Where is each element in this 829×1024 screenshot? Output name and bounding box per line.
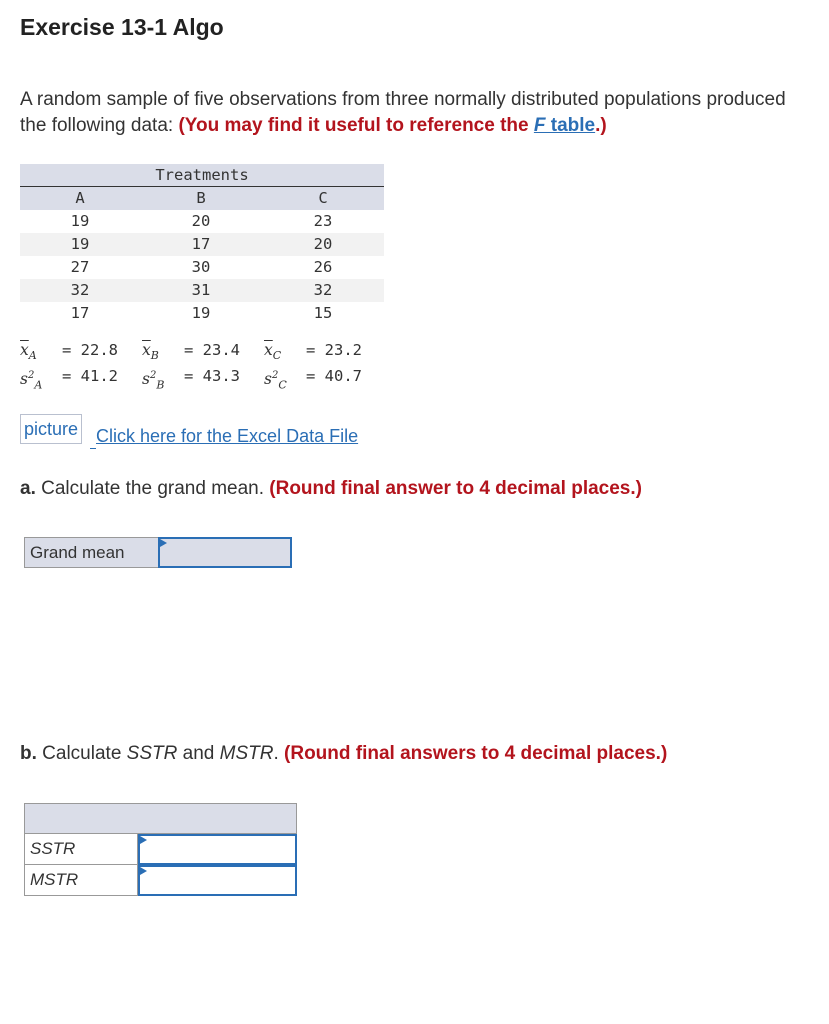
variance-b: $s^2_B$ = 43.3 xyxy=(142,367,240,392)
table-cell: 26 xyxy=(313,258,333,276)
table-cell: 27 xyxy=(70,258,90,276)
column-header-a: A xyxy=(75,189,85,207)
table-cell: 19 xyxy=(70,235,90,253)
table-cell: 30 xyxy=(191,258,211,276)
variance-a: $s^2_A$ = 41.2 xyxy=(20,367,118,392)
mstr-row xyxy=(24,865,297,896)
table-row xyxy=(20,279,384,302)
mean-b: $\overline{x}_B$ = 23.4 xyxy=(142,341,240,363)
mstr-label: MSTR xyxy=(24,865,138,896)
grand-mean-label: Grand mean xyxy=(24,537,158,568)
page-title: Exercise 13-1 Algo xyxy=(20,14,224,40)
part-b-question: b. Calculate SSTR and MSTR. (Round final answers to 4 decimal places.) xyxy=(20,743,668,764)
reference-hint: (You may find it useful to reference the F table.) xyxy=(178,115,607,136)
problem-intro xyxy=(20,87,810,139)
table-cell: 17 xyxy=(70,304,90,322)
table-cell: 31 xyxy=(191,281,211,299)
answer-table-header xyxy=(24,803,297,834)
sstr-label: SSTR xyxy=(24,834,138,865)
table-cell: 23 xyxy=(313,212,333,230)
intro-text: A random sample of five observations from three normally distributed populations produced the following data: xyxy=(20,89,786,136)
sstr-mstr-answer-table xyxy=(24,803,297,896)
sstr-row xyxy=(24,834,297,865)
table-cell: 20 xyxy=(313,235,333,253)
treatments-header: Treatments xyxy=(20,164,384,187)
sample-means-row xyxy=(20,337,400,363)
column-header-row xyxy=(20,187,384,210)
sample-variances-row xyxy=(20,363,400,392)
variance-c: $s^2_C$ = 40.7 xyxy=(264,367,362,392)
table-cell: 19 xyxy=(191,304,211,322)
table-cell: 32 xyxy=(313,281,333,299)
mean-c: $\overline{x}_C$ = 23.2 xyxy=(264,341,362,363)
table-row xyxy=(20,302,384,325)
grand-mean-input[interactable] xyxy=(158,537,292,568)
mean-a: $\overline{x}_A$ = 22.8 xyxy=(20,341,118,363)
sstr-input[interactable] xyxy=(138,834,297,865)
table-cell: 15 xyxy=(313,304,333,322)
column-header-b: B xyxy=(196,189,206,207)
table-row xyxy=(20,210,384,233)
table-cell: 32 xyxy=(70,281,90,299)
table-cell: 20 xyxy=(191,212,211,230)
f-table-link[interactable]: F table xyxy=(533,115,596,136)
picture-placeholder: picture xyxy=(20,414,82,444)
grand-mean-answer-table xyxy=(24,537,292,568)
table-row xyxy=(20,256,384,279)
column-header-c: C xyxy=(318,189,328,207)
table-row xyxy=(20,233,384,256)
table-cell: 19 xyxy=(70,212,90,230)
treatments-data-table xyxy=(20,164,384,325)
mstr-input[interactable] xyxy=(138,865,297,896)
excel-data-file-link[interactable]: Click here for the Excel Data File xyxy=(96,426,359,446)
summary-statistics xyxy=(20,337,400,392)
part-a-question: a. Calculate the grand mean. (Round final answer to 4 decimal places.) xyxy=(20,478,642,499)
table-cell: 17 xyxy=(191,235,211,253)
